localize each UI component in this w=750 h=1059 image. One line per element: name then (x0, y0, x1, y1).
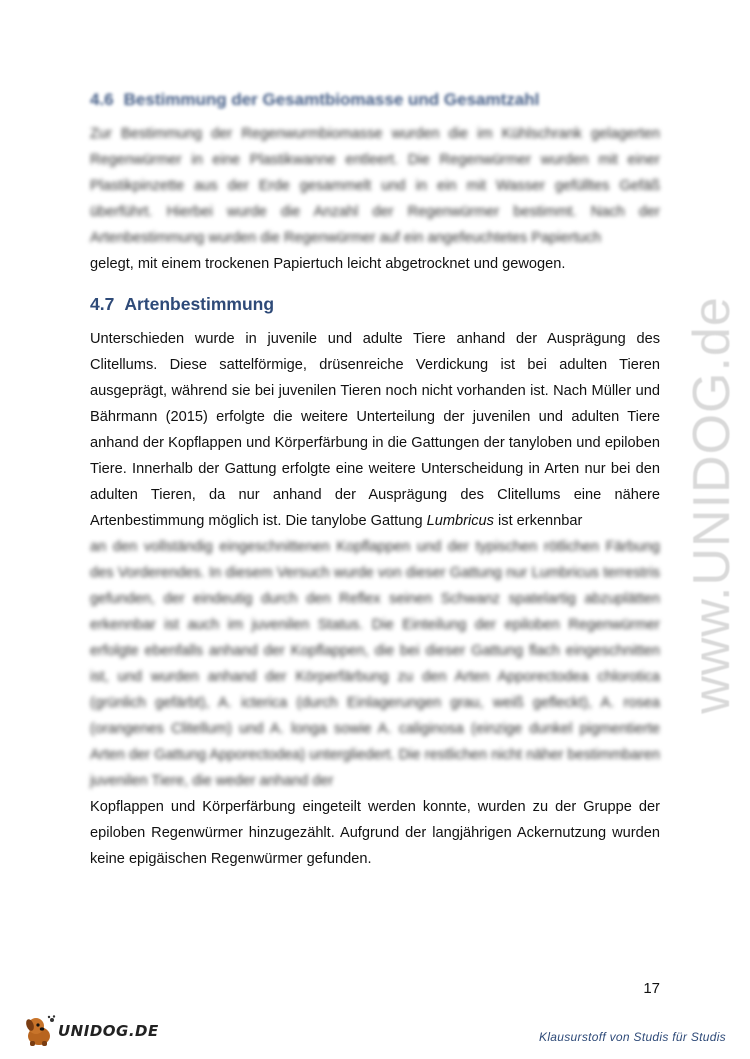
section-number: 4.7 (90, 294, 115, 314)
section-4-7-blurred-text: an den vollständig eingeschnittenen Kopflappen und der typischen rötlichen Färbung des Vorderendes. In diesem Versuch wurde von dieser Gattung nur Lumbricus terrestris gefunden, der eindeutig durch den Reflex seinen Schwanz spatelartig abzuplätten erkennbar ist auch im juvenilen Status. Die Einteilung der epiloben Regenwürmer erfolgte ebenfalls anhand der Kopflappen, die bei dieser Gattung flach eingeschnitten ist, und wurden anhand der Körperfärbung zu den Arten Apporectodea chlorotica (grünlich gefärbt), A. icterica (durch Einlagerungen grau, weiß gefleckt), A. rosea (orangenes Clitellum) und A. longa sowie A. caliginosa (einzige dunkel pigmentierte Arten der Gattung Apporectodea) untergliedert. Die restlichen nicht näher bestimmbaren juvenilen Tiere, die weder anhand der (90, 539, 660, 789)
paragraph-text: ist erkennbar (493, 513, 583, 529)
section-heading-4-6 (90, 90, 539, 110)
paragraph-text: Unterschieden wurde in juvenile und adulte Tiere anhand der Ausprägung des Clitellums. Diese sattelförmige, drüsenreiche Verdickung ist bei adulten Tieren ausgeprägt, während sie bei juvenilen Tieren noch nicht vorhanden ist. Nach Müller und Bährmann (2015) erfolgte die weitere Unterteilung der juvenilen und adulten Tiere anhand der Kopflappen und Körperfärbung in die Gattungen der tanyloben und epiloben Tiere. Innerhalb der Gattung erfolgte eine weitere Unterscheidung in Arten nur bei den adulten Tieren, da nur anhand der Ausprägung des Clitellums eine nähere Artenbestimmung möglich ist. Die tanylobe Gattung (90, 331, 660, 529)
section-heading-4-7 (90, 294, 274, 315)
dog-icon (22, 1014, 56, 1048)
section-4-7-paragraph (90, 326, 660, 534)
section-4-6-blurred-text: Zur Bestimmung der Regenwurmbiomasse wurden die im Kühlschrank gelagerten Regenwürmer in eine Plastikwanne entleert. Die Regenwürmer wurden mit einer Plastikpinzette aus der Erde gesammelt und in ein mit Wasser gefülltes Gefäß überführt. Hierbei wurde die Anzahl der Regenwürmer bestimmt. Nach der Artenbestimmung wurden die Regenwürmer auf ein angefeuchtetes Papiertuch (90, 126, 660, 246)
section-title: Artenbestimmung (124, 294, 275, 314)
section-4-7-visible-end: Kopflappen und Körperfärbung eingeteilt werden konnte, wurden zu der Gruppe der epiloben Regenwürmer hinzugezählt. Aufgrund der langjährigen Ackernutzung wurden keine epigäischen Regenwürmer gefunden. (90, 799, 660, 867)
unidog-logo[interactable] (22, 1013, 159, 1049)
footer-tagline: Klausurstoff von Studis für Studis (539, 1030, 726, 1044)
section-4-6-visible-text: gelegt, mit einem trockenen Papiertuch leicht abgetrocknet und gewogen. (90, 256, 566, 272)
section-title: Bestimmung der Gesamtbiomasse und Gesamtzahl (123, 90, 540, 109)
genus-name: Lumbricus (426, 513, 494, 529)
watermark: www.UNIDOG.de (683, 296, 741, 714)
section-number: 4.6 (90, 90, 114, 109)
page-number: 17 (643, 980, 660, 997)
logo-text: UNIDOG.DE (58, 1022, 159, 1040)
